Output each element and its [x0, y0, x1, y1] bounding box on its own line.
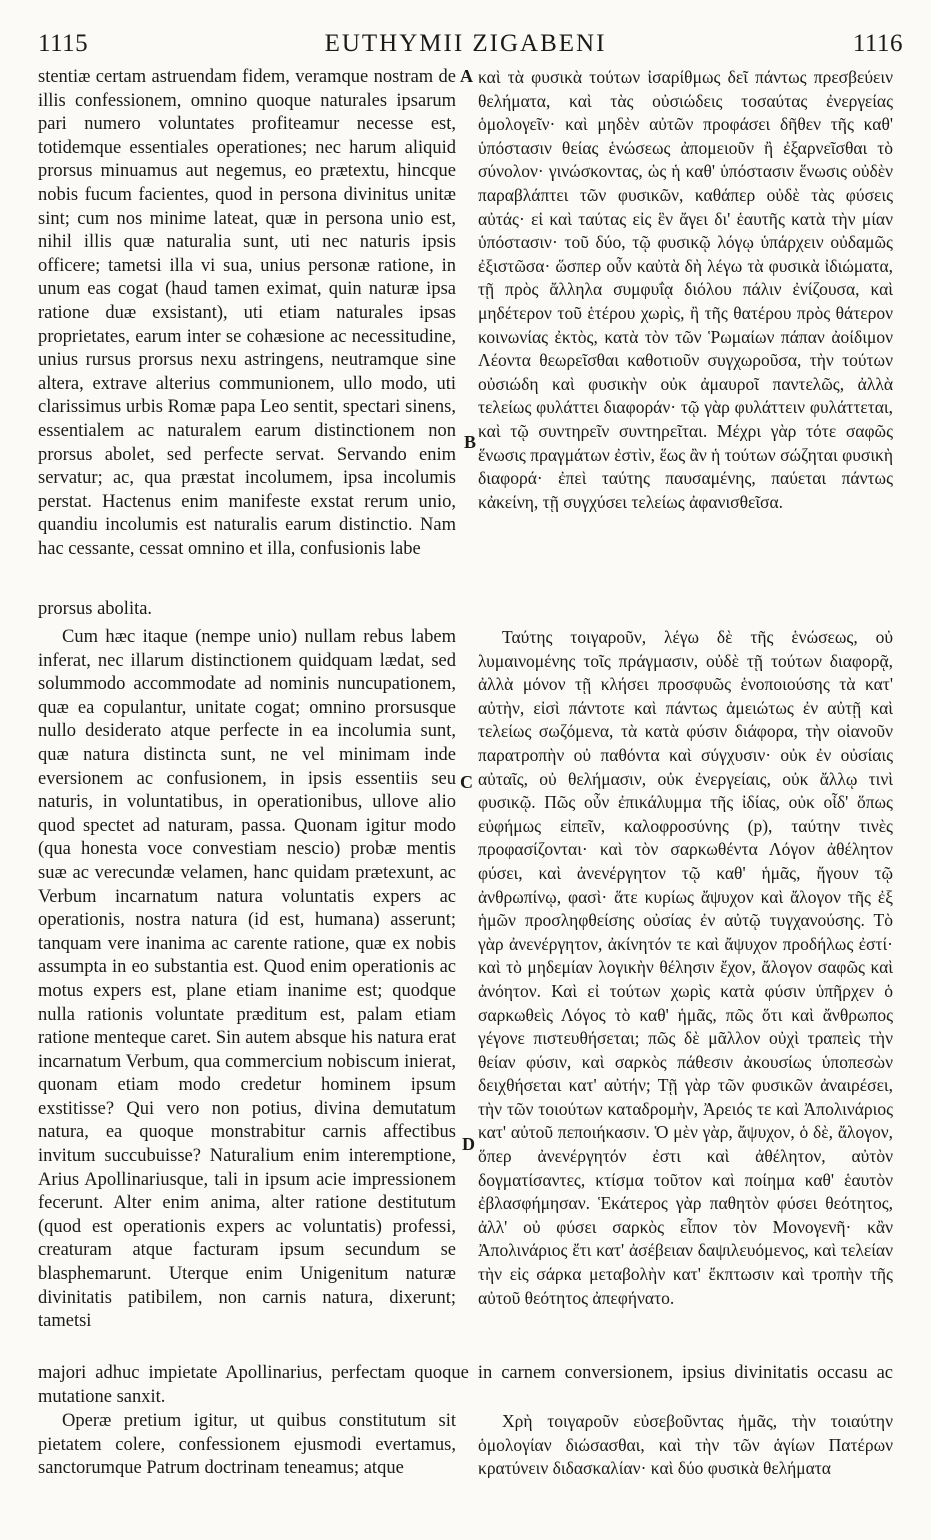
latin-paragraph-2-end: majori adhuc impietate Apollinarius, perfectam quoque in carnem conversionem, ipsius divinitatis occasu ac mutatione sanxit. [38, 1363, 893, 1407]
running-head: EUTHYMII ZIGABENI [324, 30, 607, 57]
latin-paragraph-2: Cum hæc itaque (nempe unio) nullam rebus labem inferat, nec illarum distinctionem quidquam lædat, sed solummodo accommodate ad nominis nuncupationem, quæ ea copulantur, unitate cogat; omnino prorsusque nullo desiderato atque perfecte in ea incolumia sunt, quæ natura distincta sunt, ne vel minimam inde eversionem ac confusionem, in ipsis essentiis seu naturis, in voluntatibus, in operationibus, ullove alio quod spectet ad naturam, passa. Quonam igitur modo (qua honesta voce convestiam nescio) probæ mentis suæ ac verecundæ velamen, hanc quidam prætexunt, ac Verbum incarnatum natura voluntatis expers ac operationis, nostra natura (id est, humana) asserunt; tanquam vere inanima ac carente ratione, quæ ex nobis assumpta in eo substantia est. Quod enim operationis ac motus expers est, plane etiam inanime est; quodque nulla rationis voluntate præditum est, palam etiam ratione menteque caret. Sin autem absque his natura erat incarnatum Verbum, qua commercium nobiscum inierat, quonam etiam modo credetur hominem ipsum exstitisse? Qui vero non potius, divina demutatum natura, ea quoque monstrabitur carnis affectibus invitum succubuisse? Naturalium enim interemptione, Arius Apollinariusque, tali in ipsum acie impressionem fecerunt. Alter enim anima, alter ratione destitutum (quod est operationis expers ac voluntatis) professi, creaturam atque facturam ipsum secundum se blasphemarunt. Uterque enim Unigenitum naturæ divinitatis patibilem, non carnis natura, dixerunt; tametsi [38, 627, 456, 1332]
latin-paragraph-1-end: prorsus abolita. [38, 599, 153, 619]
greek-paragraph-3: Χρὴ τοιγαροῦν εὐσεβοῦντας ἡμᾶς, τὴν τοιαύτην ὁμολογίαν διώσασθαι, καὶ τὴν τῶν ἁγίων Πατέρων κρατύνειν διδασκαλίαν· καὶ δύο φυσικὰ θελήματα [478, 1411, 893, 1479]
margin-letter-a: A [460, 66, 473, 86]
margin-letter-b: B [464, 432, 477, 452]
margin-letter-c: C [460, 772, 473, 792]
latin-paragraph-3: Operæ pretium igitur, ut quibus constitutum sit pietatem colere, confessionem ejusmodi evertamus, sanctorumque Patrum doctrinam teneamus; atque [38, 1411, 456, 1479]
latin-paragraph-1: stentiæ certam astruendam fidem, veramque nostram de illis confessionem, omnino quoque naturales ipsarum pari numero voluntates profiteamur necesse est, totidemque essentiales operationes; nec harum aliquid prorsus minuamus aut negemus, eo prætextu, hincque nobis fucum facientes, quod in persona divinitus unitæ sint; cum nos minime lateat, quæ in persona unio est, nihil illis quæ naturalia sunt, uti nec naturis ipsis officere; tametsi illa vi sua, unius personæ ratione, in unum eas cogat (haud tamen eximat, quin naturæ ipsa ratione duæ exsistant), uti etiam naturales ipsas proprietates, earum inter se cohæsione ac necessitudine, unius rursus prorsus nexu astringens, neutramque sine altera, extrave alterius communionem, ullo modo, uti clarissimus urbis Romæ papa Leo sentit, spectari sinens, essentialem ac naturalem earum distinctionem non prorsus abolet, sed perfecte servat. Servando enim servatur; ac, qua præstat incolumem, ipsa incolumis perstat. Hactenus enim manifeste exstat rerum unio, quandiu incolumis est naturalis earum distinctio. Nam hac cessante, cessat omnino et illa, confusionis labe [38, 67, 456, 559]
margin-letter-d: D [462, 1134, 475, 1154]
page-number-right: 1116 [852, 30, 903, 57]
greek-paragraph-2: Ταύτης τοιγαροῦν, λέγω δὲ τῆς ἑνώσεως, οὐ λυμαινομένης τοῖς πράγμασιν, οὐδὲ τῇ τούτων διαφορᾷ, ἀλλὰ μόνον τῇ κλήσει προσφυῶς ἑνοποιούσης τὰ κατ' αὐτὴν, εἰσὶ πάντοτε καὶ πάντως ἀμειώτως ἐν αὐτῇ καὶ τελείως σωζόμενα, τὰ κατὰ φύσιν διάφορα, τὴν οἱανοῦν παρατροπὴν οὐ παθόντα καὶ σύγχυσιν· οὐκ ἐν οὐσίαις αὐταῖς, οὐ θελήμασιν, οὐκ ἐνεργείαις, οὐκ ἄλλῳ τινὶ φυσικῷ. Πῶς οὖν ἐπικάλυμμα τῆς ἰδίας, οὐκ οἶδ' ὅπως εὐφήμως εἰπεῖν, καλοφροσύνης (p), ταύτην τινὲς προφασίζονται· καὶ τὸν σαρκωθέντα Λόγον ἀθέλητον φύσει, καὶ ἀνενέργητον τῷ καθ' ἡμᾶς, ἤγουν τῷ ἀνθρωπίνῳ, φασὶ· ἅτε κυρίως ἄψυχον καὶ ἄλογον τῆς ἐξ ἡμῶν προσληφθείσης οὐσίας ἐν αὐτῷ τυγχανούσης. Τὸ γὰρ ἀνενέργητον, ἀκίνητόν τε καὶ ἄψυχον προδήλως ἐστί· καὶ τὸ μηδεμίαν λογικὴν θέλησιν ἔχον, ἄλογον σαφῶς καὶ ἀνόητον. Καὶ εἰ τούτων χωρὶς κατὰ φύσιν ὑπῆρχεν ὁ σαρκωθεὶς Λόγος τὸ καθ' ἡμᾶς, πῶς ὅτι καὶ ἄνθρωπος γέγονε πιστευθήσεται; πῶς δὲ μᾶλλον οὐχὶ τραπεὶς τὴν θείαν φύσιν, καὶ σαρκὸς πάθεσιν ἀκουσίως ὑποπεσὼν δειχθήσεται κατ' αὐτήν; Τῇ γὰρ τῶν φυσικῶν ἀναιρέσει, τὴν τῶν τοιούτων καταδρομὴν, Ἀρειός τε καὶ Ἀπολινάριος κατ' αὐτοῦ πεποιήκασιν. Ὁ μὲν γὰρ, ἄψυχον, ὁ δὲ, ἄλογον, ὅπερ ἀνενέργητόν ἐστι καὶ ἀθέλητον, αὐτὸν δογματίσαντες, κτίσμα τοῦτον καὶ ποίημα καθ' ἑαυτὸν ἐβλασφήμησαν. Ἑκάτερος γὰρ παθητὸν φύσει θεότητος, ἀλλ' οὐ φύσει σαρκὸς εἶπον τὸν Μονογενῆ· κἂν Ἀπολινάριος ἔτι κατ' ἀσέβειαν δαψιλευόμενος, καὶ τελείαν τὴν εἰς σάρκα μεταβολὴν κατ' ἔκπτωσιν καὶ τροπὴν τῆς αὐτοῦ θεότητος ἀπεφήνατο. [478, 627, 893, 1308]
page-header [28, 30, 903, 62]
greek-paragraph-1: καὶ τὰ φυσικὰ τούτων ἰσαρίθμως δεῖ πάντως πρεσβεύειν θελήματα, καὶ τὰς οὐσιώδεις τοσαύτας ἐνεργείας ὁμολογεῖν· καὶ μηδὲν αὐτῶν προφάσει δῆθεν τῆς καθ' ὑπόστασιν θείας ἑνώσεως ἀπομειοῦν ἢ ἐξαρνεῖσθαι τὸ σύνολον· γινώσκοντας, ὡς ἡ καθ' ὑπόστασιν ἕνωσις οὐδὲν παραβλάπτει τῶν φυσικῶν, καθάπερ οὐδὲ τὰς φύσεις αὐτάς· εἰ καὶ ταύτας εἰς ἓν ἄγει δι' ἑαυτῆς κατὰ τὴν μίαν ὑπόστασιν· τοῦ δύο, τῷ φυσικῷ λόγῳ ὑπάρχειν οὐδαμῶς ἐξιστῶσα· ὥσπερ οὖν καὐτὰ δὴ λέγω τὰ φυσικὰ ἰδιώματα, τῇ πρὸς ἄλληλα συμφυΐᾳ διόλου πάλιν ἐνίζουσα, καὶ μηδέτερον τοῦ ἑτέρου χωρὶς, ἢ τῆς θατέρου πρὸς θάτερον κοινωνίας ἐκτὸς, κατὰ τὸν τῶν Ῥωμαίων πάπαν ἀοίδιμον Λέοντα θεωρεῖσθαι καθοτιοῦν συγχωροῦσα, τὴν τούτων οὐσιώδη καὶ φυσικὴν οὐκ ἀμαυροῖ παντελῶς, ἀλλὰ τελείως φυλάττει διαφοράν· τῷ γὰρ φυλάττειν φυλάττεται, καὶ τῷ συντηρεῖν συντηρεῖται. Μέχρι γὰρ τότε σαφῶς ἕνωσις πραγμάτων ἐστὶν, ἕως ἂν ἡ τούτων σώζηται φυσικὴ διαφορά· ἐπεὶ ταύτης παυσαμένης, παύεται πάντως κἀκείνη, τῇ συγχύσει τελείως ἀφανισθεῖσα. [478, 67, 893, 512]
page-number-left: 1115 [38, 30, 89, 57]
